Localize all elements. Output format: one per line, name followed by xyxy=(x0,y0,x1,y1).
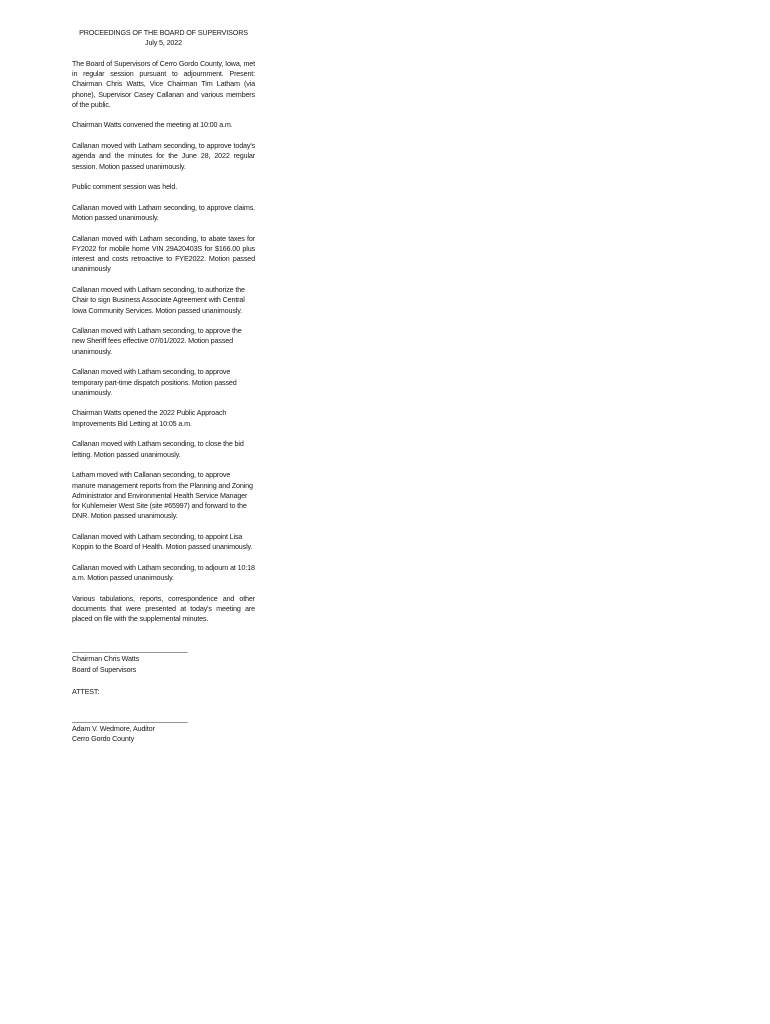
paragraph-board-of-health: Callanan moved with Latham seconding, to appoint Lisa Koppin to the Board of Health. Motion passed unanimously. xyxy=(72,531,253,552)
paragraph-supplemental: Various tabulations, reports, correspondence and other documents that were presented at today's meeting are placed on file with the supplemental minutes. xyxy=(72,593,255,624)
paragraph-dispatch: Callanan moved with Latham seconding, to approve temporary part-time dispatch positions. Motion passed unanimously. xyxy=(72,367,237,397)
document-page xyxy=(72,28,255,745)
signer-title: Cerro Gordo County xyxy=(72,734,135,744)
paragraph-attendance: The Board of Supervisors of Cerro Gordo County, Iowa, met in regular session pursuant to adjournment. Present: Chairman Chris Watts, Vice Chairman Tim Latham (via phone), Supervisor Casey Callanan and various members of the public. xyxy=(72,58,255,109)
paragraph-agenda: Callanan moved with Latham seconding, to approve today's agenda and the minutes for the June 28, 2022 regular session. Motion passed unanimously. xyxy=(72,141,255,171)
paragraph-bid-closed: Callanan moved with Latham seconding, to close the bid letting. Motion passed unanimously. xyxy=(72,439,244,459)
paragraph-abate-taxes: Callanan moved with Latham seconding, to abate taxes for FY2022 for mobile home VIN 29A20403S for $166.00 plus interest and costs retroactive to FYE2022. Motion passed unanimously xyxy=(72,233,255,274)
paragraph-sheriff-fees: Callanan moved with Latham seconding, to approve the new Sheriff fees effective 07/01/2022. Motion passed unanimously. xyxy=(72,326,242,356)
paragraph-business-associate: Callanan moved with Latham seconding, to authorize the Chair to sign Business Associate Agreement with Central Iowa Community Services. Motion passed unanimously. xyxy=(72,285,245,315)
signature-line: ______________________________ xyxy=(72,644,188,654)
paragraph-bid-opened: Chairman Watts opened the 2022 Public Approach Improvements Bid Letting at 10:05 a.m. xyxy=(72,408,227,428)
paragraph-manure-reports: Latham moved with Callanan seconding, to approve manure management reports from the Planning and Zoning Administrator and Environmental Health Service Manager for Kuhlemeier West Site (site #65997) and forward to the DNR. Motion passed unanimously. xyxy=(72,470,253,521)
signature-line: ______________________________ xyxy=(72,714,188,724)
paragraph-claims: Callanan moved with Latham seconding, to approve claims. Motion passed unanimously. xyxy=(72,202,255,223)
document-title xyxy=(72,28,255,48)
title-date: July 5, 2022 xyxy=(145,38,182,48)
auditor-signature-block xyxy=(72,714,255,745)
title-heading: PROCEEDINGS OF THE BOARD OF SUPERVISORS xyxy=(79,28,248,37)
paragraph-convened: Chairman Watts convened the meeting at 10:00 a.m. xyxy=(72,120,233,130)
paragraph-adjourn: Callanan moved with Latham seconding, to adjourn at 10:18 a.m. Motion passed unanimously. xyxy=(72,562,255,582)
attest-label: ATTEST: xyxy=(72,686,100,696)
paragraph-public-comment: Public comment session was held. xyxy=(72,182,178,192)
signer-title: Board of Supervisors xyxy=(72,664,137,674)
signer-name: Adam V. Wedmore, Auditor xyxy=(72,724,155,734)
signer-name: Chairman Chris Watts xyxy=(72,654,140,664)
chairman-signature-block xyxy=(72,644,255,675)
